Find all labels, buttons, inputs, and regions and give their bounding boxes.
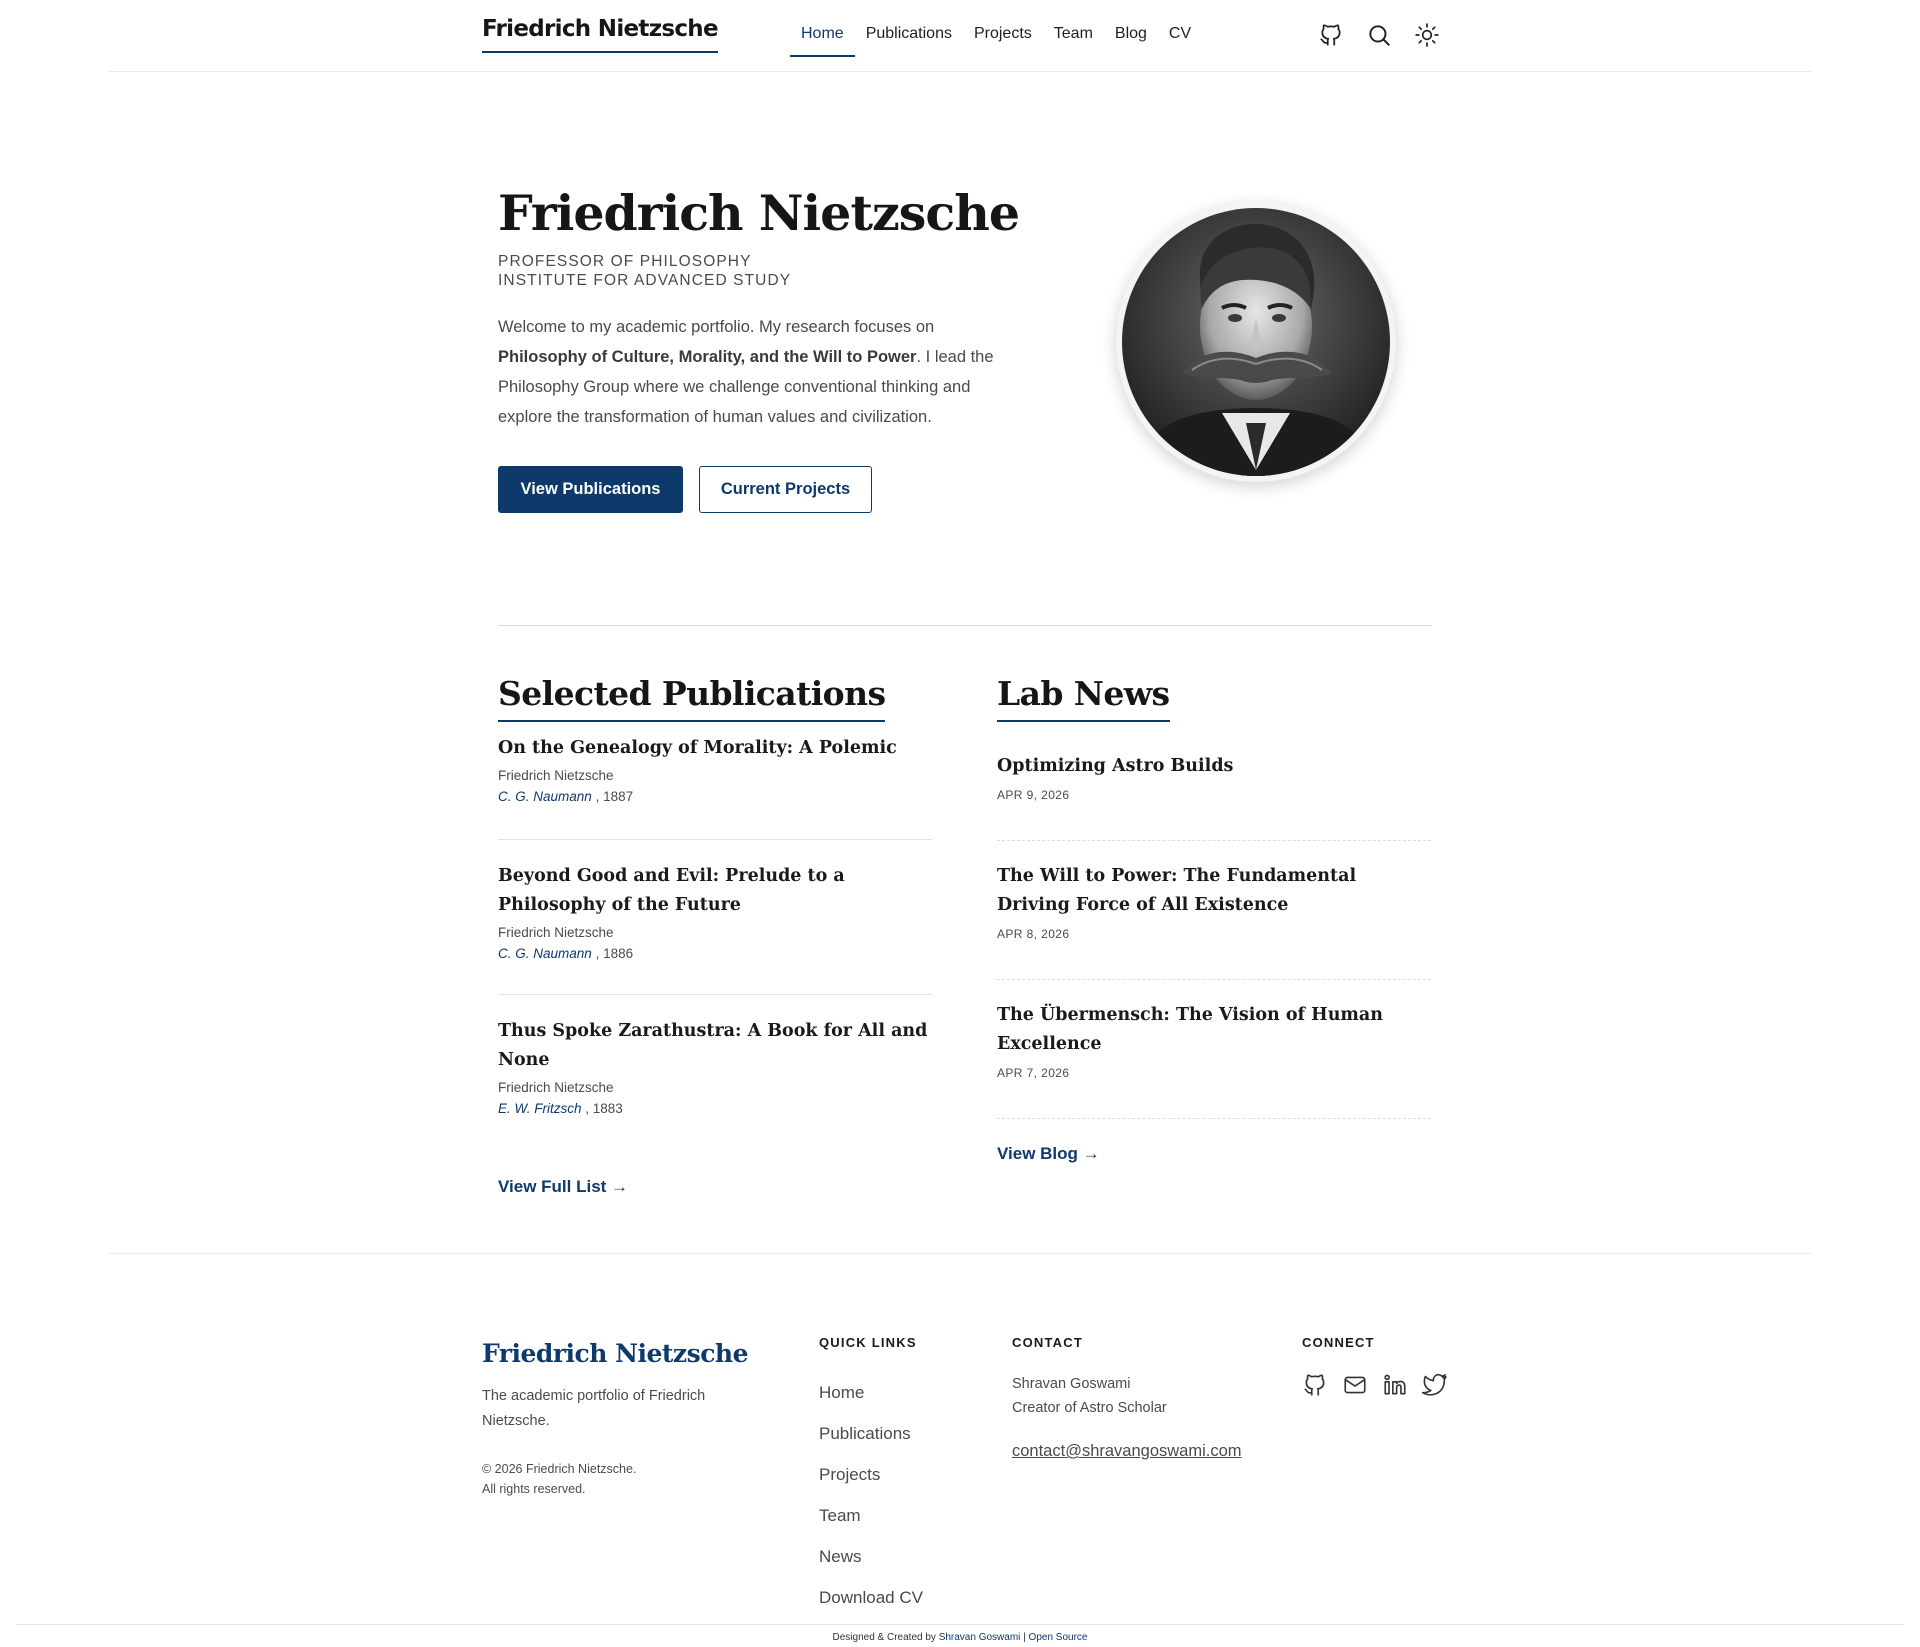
- publication-year: , 1887: [595, 789, 634, 804]
- news-heading: Lab News: [997, 672, 1170, 722]
- open-source-link[interactable]: Open Source: [1028, 1632, 1088, 1643]
- quick-links: [819, 1372, 923, 1618]
- quick-links-heading: QUICK LINKS: [819, 1335, 917, 1350]
- publication-year: , 1886: [595, 946, 634, 961]
- news-title[interactable]: Optimizing Astro Builds: [997, 756, 1234, 776]
- nav-item-projects[interactable]: Projects: [973, 25, 1032, 42]
- publication-title[interactable]: Beyond Good and Evil: Prelude to a Philosophy of the Future: [498, 866, 845, 915]
- publication-author: Friedrich Nietzsche: [498, 925, 614, 940]
- nav-item-publications[interactable]: Publications: [865, 25, 952, 42]
- footer-link-projects[interactable]: Projects: [819, 1465, 881, 1484]
- publication-publisher: E. W. Fritzsch: [498, 1101, 582, 1116]
- contact-email-link[interactable]: contact@shravangoswami.com: [1012, 1442, 1242, 1460]
- profile-portrait: [1116, 202, 1396, 482]
- news-separator: [997, 979, 1431, 980]
- news-date: APR 8, 2026: [997, 927, 1070, 941]
- search-icon[interactable]: [1366, 22, 1392, 48]
- news-item: [997, 862, 1431, 942]
- view-publications-button[interactable]: View Publications: [498, 466, 683, 513]
- publication-publisher: C. G. Naumann: [498, 946, 592, 961]
- footer-link-download-cv[interactable]: Download CV: [819, 1588, 923, 1607]
- news-title[interactable]: The Will to Power: The Fundamental Driving Force of All Existence: [997, 866, 1357, 915]
- footer-link-publications[interactable]: Publications: [819, 1424, 911, 1443]
- footer-divider: [108, 1253, 1812, 1254]
- copyright-text: © 2026 Friedrich Nietzsche.: [482, 1462, 637, 1476]
- news-item: [997, 752, 1431, 803]
- view-full-list-link[interactable]: View Full List →: [498, 1177, 629, 1196]
- hero-role-title: PROFESSOR OF PHILOSOPHY: [498, 253, 752, 270]
- publication-year: , 1883: [585, 1101, 623, 1116]
- top-navbar: [0, 0, 1920, 72]
- nav-item-team[interactable]: Team: [1053, 25, 1093, 42]
- hero-bio-rest: . I lead the Philosophy Group where we challenge conventional thinking and explore the transformation of human values and civilization.: [498, 348, 994, 426]
- footer-link-team[interactable]: Team: [819, 1506, 861, 1525]
- news-title[interactable]: The Übermensch: The Vision of Human Excellence: [997, 1005, 1383, 1054]
- hero-bio: [498, 312, 1018, 432]
- nav-item-cv[interactable]: CV: [1168, 25, 1192, 42]
- credits-bar: [0, 1631, 1920, 1645]
- contact-name: Shravan Goswami: [1012, 1376, 1131, 1392]
- site-brand[interactable]: Friedrich Nietzsche: [482, 14, 718, 53]
- twitter-icon[interactable]: [1422, 1372, 1448, 1398]
- footer-copyright: [482, 1459, 636, 1499]
- view-blog-link[interactable]: View Blog →: [997, 1144, 1100, 1163]
- publication-item: [498, 862, 932, 965]
- publication-title[interactable]: Thus Spoke Zarathustra: A Book for All and None: [498, 1021, 928, 1070]
- connect-heading: CONNECT: [1302, 1335, 1375, 1350]
- section-divider: [498, 625, 1432, 626]
- footer-brand: Friedrich Nietzsche: [482, 1339, 749, 1368]
- sun-icon[interactable]: [1414, 22, 1440, 48]
- linkedin-icon[interactable]: [1382, 1372, 1408, 1398]
- footer-link-home[interactable]: Home: [819, 1383, 865, 1402]
- rights-text: All rights reserved.: [482, 1482, 586, 1496]
- github-icon[interactable]: [1318, 22, 1344, 48]
- publication-venue: [498, 1098, 932, 1120]
- bottom-divider: [16, 1624, 1904, 1625]
- news-item: [997, 1001, 1431, 1081]
- nav-divider: [108, 71, 1812, 72]
- news-separator: [997, 1118, 1431, 1119]
- publication-publisher: C. G. Naumann: [498, 789, 592, 804]
- contact-heading: CONTACT: [1012, 1335, 1083, 1350]
- hero-role-institution: INSTITUTE FOR ADVANCED STUDY: [498, 272, 792, 289]
- publication-author: Friedrich Nietzsche: [498, 1080, 614, 1095]
- main-menu: [790, 0, 1202, 57]
- hero-bio-intro: Welcome to my academic portfolio. My research focuses on: [498, 318, 935, 336]
- publication-author: Friedrich Nietzsche: [498, 768, 614, 783]
- publication-venue: [498, 786, 932, 808]
- nav-item-home[interactable]: Home: [790, 0, 855, 57]
- publications-heading: Selected Publications: [498, 672, 885, 722]
- contact-role: Creator of Astro Scholar: [1012, 1400, 1167, 1416]
- publication-separator: [498, 839, 932, 840]
- publication-item: [498, 734, 932, 808]
- footer-tagline: The academic portfolio of Friedrich Nietzsche.: [482, 1388, 706, 1429]
- github-icon[interactable]: [1302, 1372, 1328, 1398]
- credits-separator: |: [1020, 1632, 1029, 1643]
- news-date: APR 9, 2026: [997, 788, 1070, 802]
- footer-link-news[interactable]: News: [819, 1547, 862, 1566]
- mail-icon[interactable]: [1342, 1372, 1368, 1398]
- publication-title[interactable]: On the Genealogy of Morality: A Polemic: [498, 738, 897, 758]
- publication-venue: [498, 943, 932, 965]
- contact-info: [1012, 1372, 1167, 1420]
- credits-author-link[interactable]: Shravan Goswami: [938, 1632, 1021, 1643]
- news-separator: [997, 840, 1431, 841]
- current-projects-button[interactable]: Current Projects: [699, 466, 872, 513]
- portrait-image: [1122, 208, 1390, 476]
- news-date: APR 7, 2026: [997, 1066, 1070, 1080]
- publication-item: [498, 1017, 932, 1120]
- hero-name: Friedrich Nietzsche: [498, 184, 1020, 242]
- nav-item-blog[interactable]: Blog: [1114, 25, 1147, 42]
- hero-role: [498, 252, 791, 290]
- publication-separator: [498, 994, 932, 995]
- credits-prefix: Designed & Created by: [832, 1632, 939, 1643]
- hero-bio-focus: Philosophy of Culture, Morality, and the Will to Power: [498, 348, 917, 366]
